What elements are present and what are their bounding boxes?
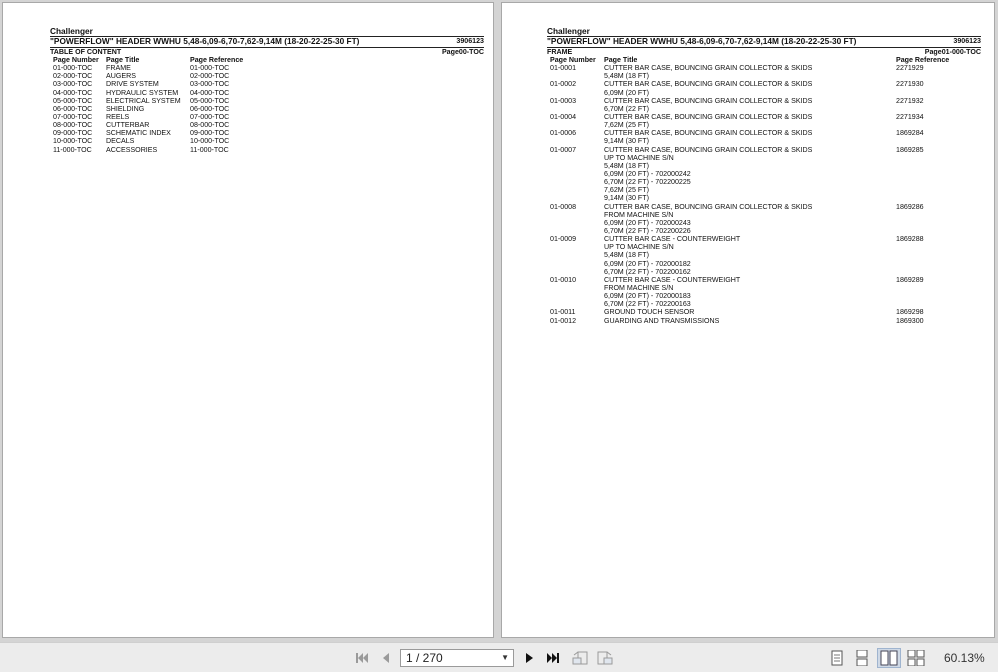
part-page-number: 01-0006 [550, 129, 577, 138]
table-header [50, 56, 484, 64]
table-row [50, 129, 484, 137]
previous-page-icon [380, 651, 392, 665]
toc-page-number: 02-000-TOC [53, 72, 93, 81]
table-row [547, 211, 981, 219]
toc-page-number: 10-000-TOC [53, 137, 93, 146]
part-page-reference: 1869286 [896, 202, 924, 211]
part-page-number: 01-0010 [550, 275, 577, 284]
table-row [547, 284, 981, 292]
toc-page-title: AUGERS [106, 72, 136, 81]
page-content-left [50, 27, 484, 154]
part-page-title: 9,14M (30 FT) [604, 137, 649, 146]
part-page-title: 6,70M (22 FT) - 702200163 [604, 300, 691, 309]
part-page-reference: 1869285 [896, 145, 924, 154]
toc-page-number: 03-000-TOC [53, 80, 93, 89]
table-row [50, 64, 484, 72]
toc-page-reference: 05-000-TOC [190, 96, 230, 105]
part-page-title: 6,09M (20 FT) [604, 88, 649, 97]
toc-page-title: ACCESSORIES [106, 145, 158, 154]
table-row [547, 89, 981, 97]
part-page-number: 01-0003 [550, 96, 577, 105]
part-page-title: 6,70M (22 FT) - 702200225 [604, 178, 691, 187]
toc-page-reference: 04-000-TOC [190, 88, 230, 97]
next-page-button[interactable] [518, 648, 540, 668]
table-row [547, 194, 981, 202]
part-page-reference: 2271930 [896, 80, 924, 89]
single-page-view-icon [830, 650, 844, 666]
part-page-title: 6,70M (22 FT) [604, 104, 649, 113]
column-header-page-reference: Page Reference [190, 56, 244, 64]
part-page-title: 5,48M (18 FT) [604, 161, 649, 170]
table-row [547, 276, 981, 284]
two-page-view-icon [880, 650, 898, 666]
part-page-title: 7,62M (25 FT) [604, 121, 649, 130]
document-page-right [501, 2, 995, 638]
section-bar [50, 47, 484, 56]
table-row [547, 300, 981, 308]
next-page-icon [523, 651, 535, 665]
part-page-title: CUTTER BAR CASE, BOUNCING GRAIN COLLECTOR & SKIDS [604, 202, 813, 211]
part-page-title: 6,70M (22 FT) - 702200226 [604, 226, 691, 235]
document-title: "POWERFLOW" HEADER WWHU 5,48-6,09-6,70-7,62-9,14M (18-20-22-25-30 FT) [547, 36, 857, 46]
table-row [547, 64, 981, 72]
continuous-view-button[interactable] [851, 648, 873, 668]
column-header-page-number: Page Number [550, 56, 596, 64]
table-row [547, 186, 981, 194]
table-row [547, 154, 981, 162]
part-page-reference: 2271934 [896, 112, 924, 121]
part-page-reference: 1869300 [896, 316, 924, 325]
parts-table-body [547, 64, 981, 325]
part-page-title: 7,62M (25 FT) [604, 186, 649, 195]
table-row [50, 146, 484, 154]
table-header [547, 56, 981, 64]
table-row [547, 235, 981, 243]
toc-page-reference: 09-000-TOC [190, 129, 230, 138]
last-page-button[interactable] [542, 648, 564, 668]
page-reference: Page01-000-TOC [924, 48, 981, 56]
toc-page-title: CUTTERBAR [106, 121, 150, 130]
part-page-title: 6,09M (20 FT) - 702000182 [604, 259, 691, 268]
toc-page-number: 11-000-TOC [53, 145, 92, 154]
part-page-reference: 1869298 [896, 308, 924, 317]
table-row [547, 137, 981, 145]
toc-page-title: ELECTRICAL SYSTEM [106, 96, 181, 105]
part-page-title: CUTTER BAR CASE, BOUNCING GRAIN COLLECTOR & SKIDS [604, 145, 813, 154]
section-bar [547, 47, 981, 56]
zoom-level[interactable]: 60.13% [944, 651, 985, 665]
table-row [547, 178, 981, 186]
part-page-title: 5,48M (18 FT) [604, 72, 649, 81]
part-page-title: GUARDING AND TRANSMISSIONS [604, 316, 720, 325]
title-bar [50, 36, 484, 47]
part-page-title: CUTTER BAR CASE, BOUNCING GRAIN COLLECTOR & SKIDS [604, 64, 813, 73]
table-row [50, 113, 484, 121]
toc-page-reference: 01-000-TOC [190, 64, 230, 73]
table-row [547, 80, 981, 88]
two-page-continuous-view-button[interactable] [905, 648, 927, 668]
toc-page-title: SHIELDING [106, 104, 145, 113]
part-page-title: 6,09M (20 FT) - 702000243 [604, 218, 691, 227]
table-row [547, 146, 981, 154]
table-row [547, 243, 981, 251]
two-page-continuous-view-icon [907, 650, 925, 666]
last-page-icon [545, 651, 561, 665]
rotate-right-icon [596, 650, 614, 666]
part-page-number: 01-0004 [550, 112, 577, 121]
toc-page-title: SCHEMATIC INDEX [106, 129, 171, 138]
part-page-title: CUTTER BAR CASE, BOUNCING GRAIN COLLECTOR & SKIDS [604, 112, 813, 121]
viewer-toolbar [0, 642, 998, 672]
table-row [547, 292, 981, 300]
part-page-number: 01-0008 [550, 202, 577, 211]
toc-page-reference: 07-000-TOC [190, 112, 230, 121]
table-row [547, 227, 981, 235]
first-page-icon [355, 651, 369, 665]
chevron-down-icon: ▼ [501, 653, 509, 662]
part-page-title: CUTTER BAR CASE, BOUNCING GRAIN COLLECTOR & SKIDS [604, 129, 813, 138]
table-row [547, 113, 981, 121]
table-row [50, 89, 484, 97]
toc-page-number: 07-000-TOC [53, 112, 93, 121]
table-row [547, 260, 981, 268]
rotate-left-icon [571, 650, 589, 666]
column-header-page-title: Page Title [604, 56, 638, 64]
table-row [50, 105, 484, 113]
page-number-value: 1 / 270 [406, 651, 443, 665]
column-header-page-number: Page Number [53, 56, 99, 64]
part-page-number: 01-0012 [550, 316, 577, 325]
document-title: "POWERFLOW" HEADER WWHU 5,48-6,09-6,70-7,62-9,14M (18-20-22-25-30 FT) [50, 36, 360, 46]
section-title: FRAME [547, 48, 573, 56]
part-page-title: UP TO MACHINE S/N [604, 153, 674, 162]
part-page-title: CUTTER BAR CASE, BOUNCING GRAIN COLLECTOR & SKIDS [604, 96, 813, 105]
first-page-button[interactable] [351, 648, 373, 668]
part-page-reference: 1869284 [896, 129, 924, 138]
table-row [50, 121, 484, 129]
part-page-number: 01-0009 [550, 235, 577, 244]
rotate-right-button[interactable] [594, 648, 616, 668]
toc-page-number: 01-000-TOC [53, 64, 93, 73]
part-page-title: GROUND TOUCH SENSOR [604, 308, 695, 317]
part-page-title: 9,14M (30 FT) [604, 194, 649, 203]
single-page-view-button[interactable] [826, 648, 848, 668]
section-title: TABLE OF CONTENT [50, 48, 122, 56]
column-header-page-reference: Page Reference [896, 56, 950, 64]
document-number: 3906123 [953, 37, 981, 45]
part-page-number: 01-0011 [550, 308, 576, 317]
table-row [547, 105, 981, 113]
toc-table-body [50, 64, 484, 154]
table-row [50, 97, 484, 105]
document-page-left [2, 2, 494, 638]
table-row [50, 80, 484, 88]
previous-page-button[interactable] [375, 648, 397, 668]
table-row [547, 203, 981, 211]
part-page-title: 6,70M (22 FT) - 702200162 [604, 267, 691, 276]
toc-page-number: 06-000-TOC [53, 104, 93, 113]
toc-page-title: DECALS [106, 137, 135, 146]
part-page-reference: 2271932 [896, 96, 924, 105]
table-row [547, 72, 981, 80]
two-page-view-button[interactable] [877, 648, 901, 668]
table-row [547, 317, 981, 325]
toc-page-number: 04-000-TOC [53, 88, 93, 97]
part-page-reference: 1869289 [896, 275, 924, 284]
continuous-view-icon [855, 650, 869, 666]
page-reference: Page00-TOC [441, 48, 484, 56]
part-page-title: CUTTER BAR CASE - COUNTERWEIGHT [604, 235, 741, 244]
toc-page-reference: 10-000-TOC [190, 137, 230, 146]
table-row [547, 219, 981, 227]
table-row [547, 121, 981, 129]
part-page-reference: 2271929 [896, 64, 924, 73]
brand-name: Challenger [50, 26, 93, 36]
toc-page-title: HYDRAULIC SYSTEM [106, 88, 179, 97]
toc-page-reference: 11-000-TOC [190, 145, 229, 154]
table-row [50, 72, 484, 80]
part-page-title: UP TO MACHINE S/N [604, 243, 674, 252]
part-page-number: 01-0002 [550, 80, 577, 89]
toc-page-title: REELS [106, 112, 130, 121]
part-page-title: CUTTER BAR CASE, BOUNCING GRAIN COLLECTOR & SKIDS [604, 80, 813, 89]
part-page-title: 6,09M (20 FT) - 702000242 [604, 169, 691, 178]
part-page-title: FROM MACHINE S/N [604, 283, 674, 292]
part-page-number: 01-0007 [550, 145, 577, 154]
part-page-reference: 1869288 [896, 235, 924, 244]
page-number-select[interactable] [400, 649, 514, 667]
toc-page-reference: 06-000-TOC [190, 104, 230, 113]
toc-page-number: 08-000-TOC [53, 121, 93, 130]
table-row [50, 137, 484, 145]
part-page-number: 01-0001 [550, 64, 577, 73]
brand-name: Challenger [547, 26, 590, 36]
table-row [547, 97, 981, 105]
column-header-page-title: Page Title [106, 56, 140, 64]
table-row [547, 170, 981, 178]
table-row [547, 251, 981, 259]
page-content-right [547, 27, 981, 325]
table-row [547, 162, 981, 170]
rotate-left-button[interactable] [569, 648, 591, 668]
part-page-title: 6,09M (20 FT) - 702000183 [604, 292, 691, 301]
table-row [547, 268, 981, 276]
part-page-title: FROM MACHINE S/N [604, 210, 674, 219]
title-bar [547, 36, 981, 47]
toc-page-reference: 03-000-TOC [190, 80, 230, 89]
toc-page-number: 05-000-TOC [53, 96, 93, 105]
toc-page-reference: 02-000-TOC [190, 72, 230, 81]
table-row [547, 129, 981, 137]
part-page-title: 5,48M (18 FT) [604, 251, 649, 260]
part-page-title: CUTTER BAR CASE - COUNTERWEIGHT [604, 275, 741, 284]
toc-page-number: 09-000-TOC [53, 129, 93, 138]
table-row [547, 308, 981, 316]
toc-page-title: DRIVE SYSTEM [106, 80, 159, 89]
document-number: 3906123 [456, 37, 484, 45]
toc-page-reference: 08-000-TOC [190, 121, 230, 130]
toc-page-title: FRAME [106, 64, 131, 73]
